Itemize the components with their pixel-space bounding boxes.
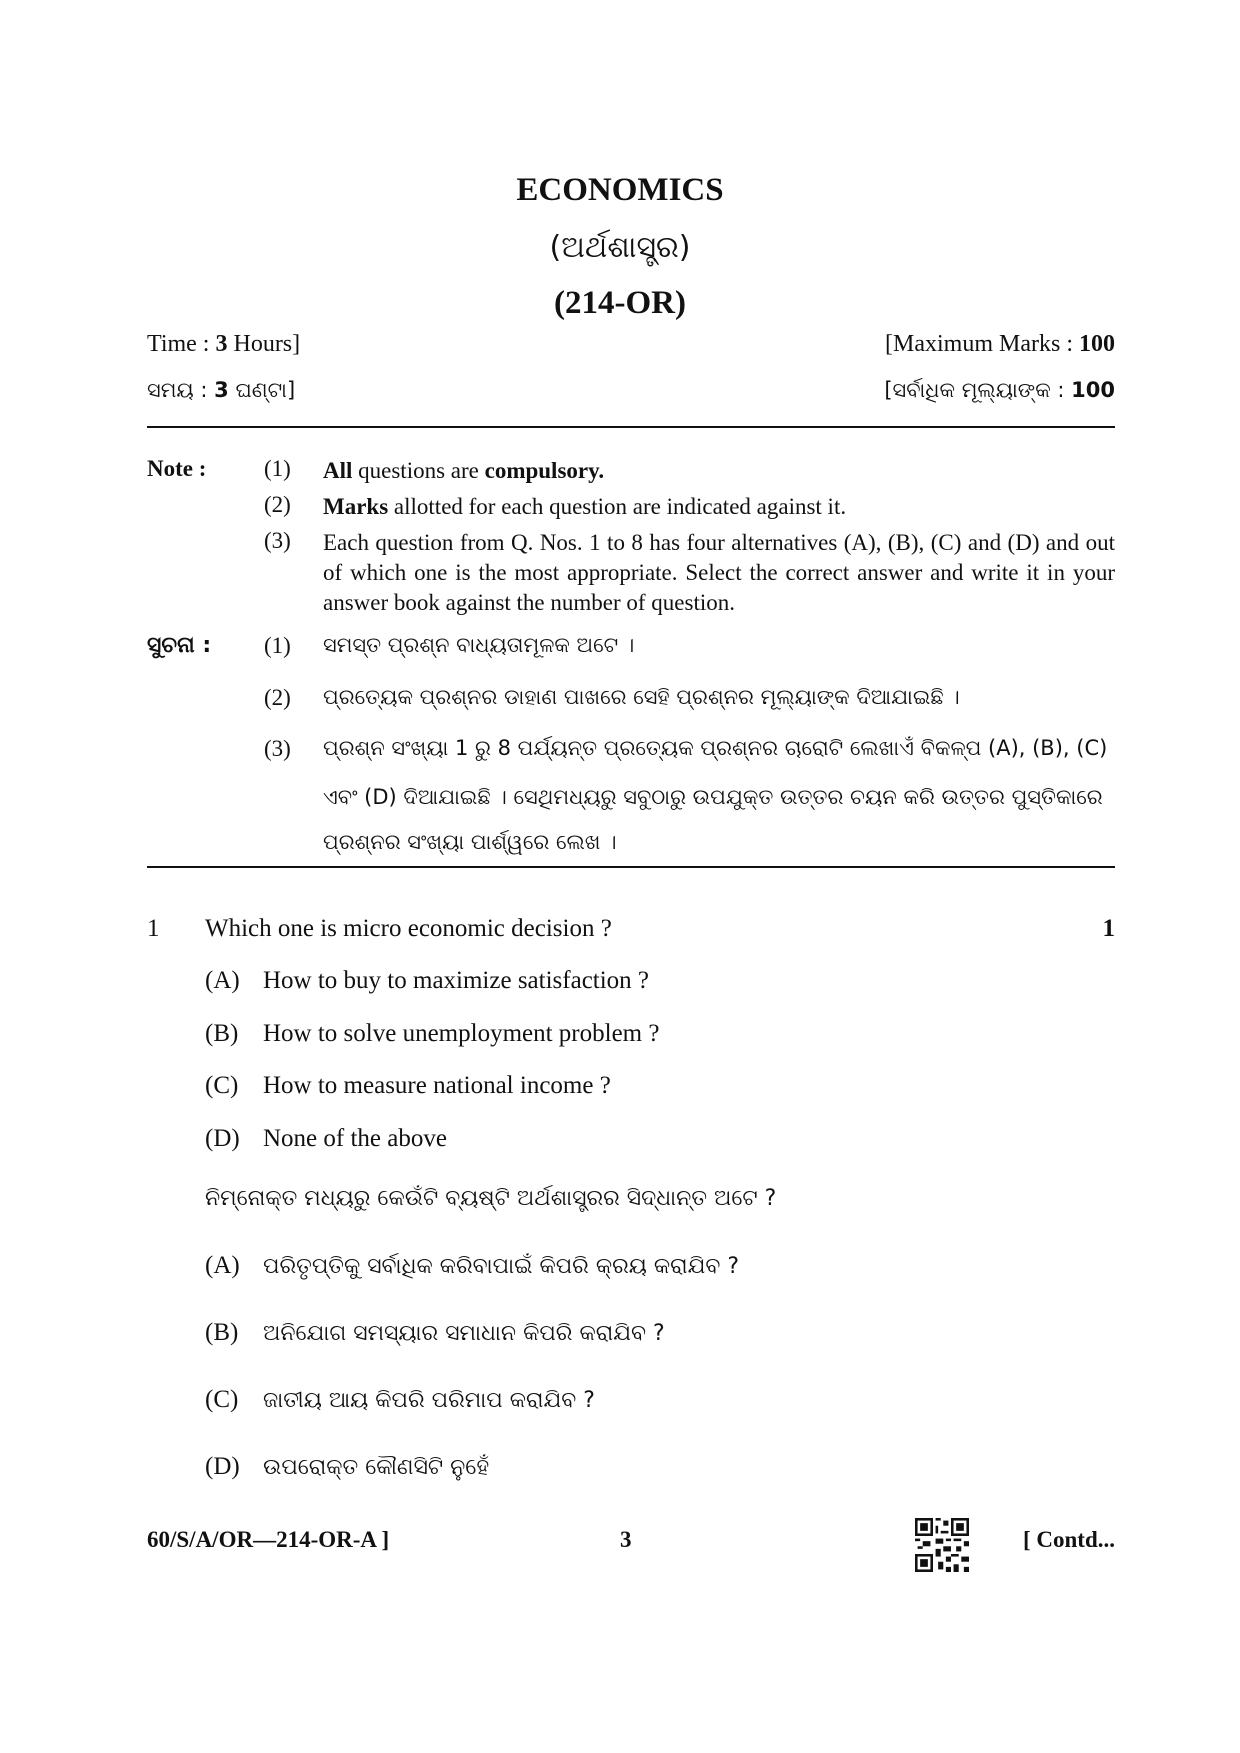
note-odia-num-1: (1) [264, 633, 291, 658]
option-b-odia: (B) ଅନିଯୋଗ ସମସ୍ୟାର ସମାଧାନ କିପରି କରାଯିବ ? [205, 1319, 665, 1346]
question-number: 1 [147, 915, 160, 942]
note-odia-num-2: (2) [264, 685, 291, 710]
option-a: (A) How to buy to maximize satisfaction ? [205, 967, 650, 994]
question-marks: 1 [1102, 915, 1115, 942]
page-number: 3 [620, 1527, 632, 1552]
note-odia-item-3-line2: ଏବଂ (D) ଦିଆଯାଇଛି । ସେଥିମଧ୍ୟରୁ ସବୁଠାରୁ ଉପଯୁକ୍ତ ଉତ୍ତର ଚୟନ କରି ଉତ୍ତର ପୁସ୍ତିକାରେ [323, 785, 1103, 809]
option-d: (D) None of the above [205, 1125, 447, 1152]
footer-code: 60/S/A/OR—214-OR-A ] [147, 1527, 390, 1552]
option-c-odia: (C) ଜାତୀୟ ଆୟ କିପରି ପରିମାପ କରାଯିବ ? [205, 1386, 595, 1413]
question-text: Which one is micro economic decision ? [205, 915, 612, 942]
option-a-odia: (A) ପରିତୃପ୍ତିକୁ ସର୍ବାଧିକ କରିବାପାଇଁ କିପରି କ୍ରୟ କରାଯିବ ? [205, 1252, 740, 1279]
contd-label: [ Contd... [1022, 1527, 1115, 1552]
option-b: (B) How to solve unemployment problem ? [205, 1020, 660, 1047]
question-text-odia: ନିମ୍ନୋକ୍ତ ମଧ୍ୟରୁ କେଉଁଟି ବ୍ୟଷ୍ଟି ଅର୍ଥଶାସ୍ତ୍ରର ସିଦ୍ଧାନ୍ତ ଅଟେ ? [205, 1186, 777, 1211]
note-num-1: (1) [264, 456, 291, 481]
note-odia-item-3-line1: ପ୍ରଶ୍ନ ସଂଖ୍ୟା 1 ରୁ 8 ପର୍ଯ୍ୟନ୍ତ ପ୍ରତ୍ୟେକ ପ୍ରଶ୍ନର ଚାରୋଟି ଲେଖାଏଁ ବିକଳ୍ପ (A), (B), (C) [323, 736, 1108, 760]
divider-top [147, 426, 1115, 428]
note-odia-item-2: ପ୍ରତ୍ୟେକ ପ୍ରଶ୍ନର ଡାହାଣ ପାଖରେ ସେହି ପ୍ରଶ୍ନର ମୂଲ୍ୟାଙ୍କ ଦିଆଯାଇଛି । [323, 685, 960, 709]
note-item-1: All questions are compulsory. [323, 458, 605, 483]
note-num-3: (3) [264, 528, 291, 553]
max-marks-info: [Maximum Marks : 100 [885, 331, 1115, 357]
time-info: Time : 3 Hours] [147, 331, 301, 357]
option-d-odia: (D) ଉପରୋକ୍ତ କୌଣସିଟି ନୁହେଁ [205, 1453, 490, 1480]
paper-title-odia: (ଅର୍ଥଶାସ୍ତ୍ର) [549, 230, 691, 265]
time-info-odia: ସମୟ : 3 ଘଣ୍ଟା] [147, 378, 296, 402]
note-label: Note : [147, 456, 207, 481]
paper-title: ECONOMICS [516, 172, 724, 208]
divider-bottom [147, 866, 1115, 868]
note-odia-item-1: ସମସ୍ତ ପ୍ରଶ୍ନ ବାଧ୍ୟତାମୂଳକ ଅଟେ । [323, 633, 635, 657]
paper-code: (214-OR) [554, 285, 686, 321]
note-label-odia: ସୁଚନା : [147, 633, 212, 658]
max-marks-info-odia: [ସର୍ବାଧିକ ମୂଲ୍ୟାଙ୍କ : 100 [884, 378, 1115, 402]
option-c: (C) How to measure national income ? [205, 1072, 611, 1099]
note-item-3: Each question from Q. Nos. 1 to 8 has four alternatives (A), (B), (C) and (D) and out of which one is the most appropriate. Select the correct answer and write it in your answer book against the number of question. [323, 530, 1115, 615]
note-num-2: (2) [264, 492, 291, 517]
qr-code-icon [915, 1518, 969, 1572]
note-odia-num-3: (3) [264, 736, 291, 761]
note-odia-item-3-line3: ପ୍ରଶ୍ନର ସଂଖ୍ୟା ପାର୍ଶ୍ୱରେ ଲେଖ । [323, 830, 617, 854]
note-item-2: Marks allotted for each question are indicated against it. [323, 494, 847, 519]
